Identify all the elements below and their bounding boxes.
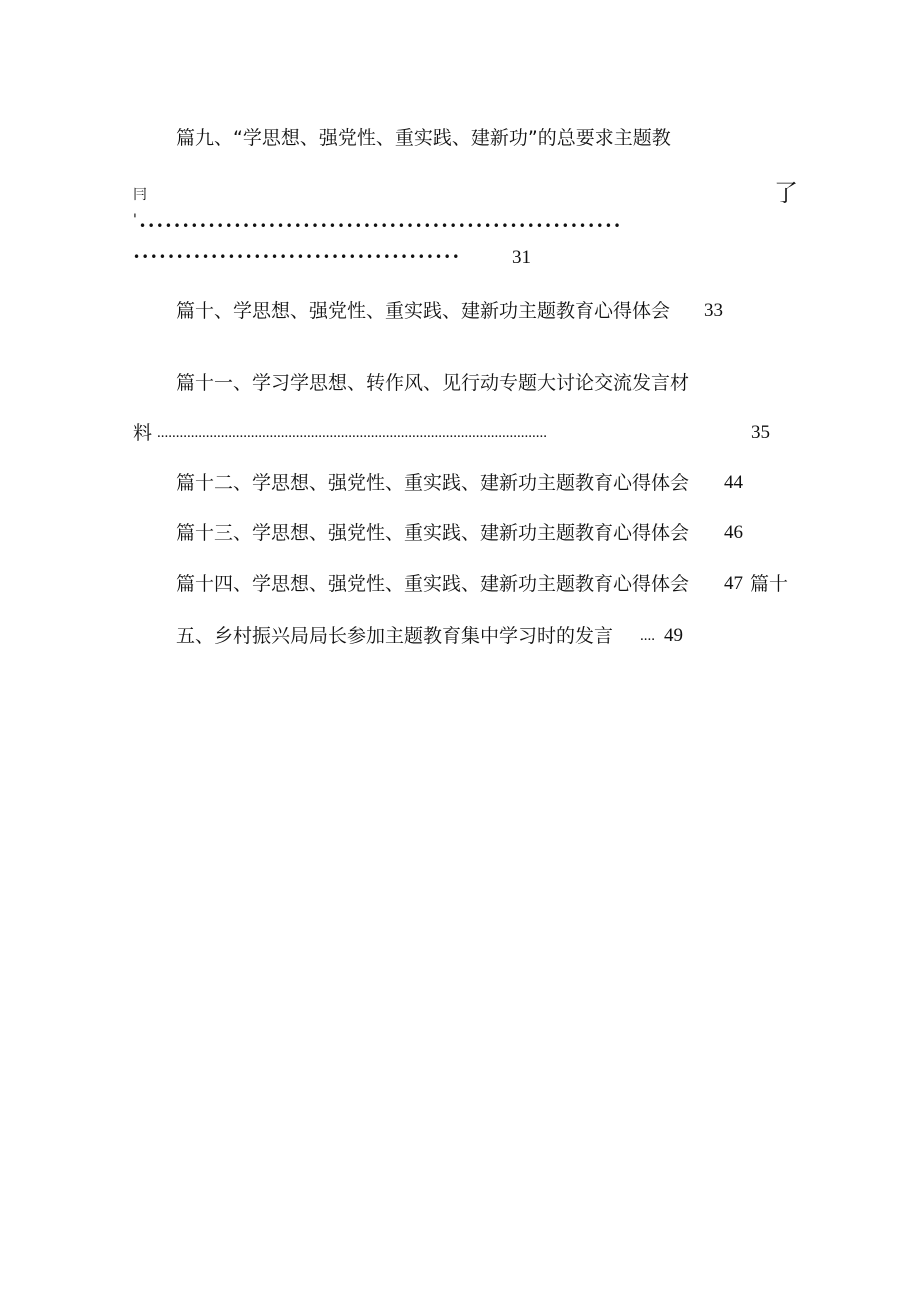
toc-entry-11-title: 篇十一、学习学思想、转作风、见行动专题大讨论交流发言材 [176,372,690,394]
toc-entry-13-page: 46 [724,522,743,543]
toc-entry-11-page: 35 [751,422,770,443]
toc-entry-14-title: 篇十四、学思想、强党性、重实践、建新功主题教育心得体会 [176,573,690,595]
toc-entry-12-page: 44 [724,472,743,493]
toc-entry-9-left-fragment: 冃 [133,187,147,203]
toc-entry-11-continuation: 料 [133,422,153,444]
toc-entry-10-page: 33 [704,300,723,321]
toc-entry-12-title: 篇十二、学思想、强党性、重实践、建新功主题教育心得体会 [176,472,690,494]
toc-entry-15-title-start: 篇十 [750,573,789,595]
toc-entry-9-leader-dots-2: •••••••••••••••••••••••••••••••••••••• [133,250,461,264]
toc-entry-9-right-fragment: 了 [774,179,798,207]
toc-entry-9-mark: ' [133,212,137,228]
toc-entry-15-leader-dots: .... [640,628,655,644]
toc-entry-15-continuation: 五、乡村振兴局局长参加主题教育集中学习时的发言 [176,625,614,647]
toc-entry-15-page: 49 [664,625,683,646]
toc-entry-13-title: 篇十三、学思想、强党性、重实践、建新功主题教育心得体会 [176,522,690,544]
toc-entry-11-leader-dots: ........................................................................................................ [157,425,547,441]
toc-entry-14-page: 47 [724,573,743,594]
toc-entry-9-title: 篇九、“学思想、强党性、重实践、建新功”的总要求主题教 [176,127,671,149]
toc-entry-10-title: 篇十、学思想、强党性、重实践、建新功主题教育心得体会 [176,300,671,322]
toc-entry-9-leader-dots-1: •••••••••••••••••••••••••••••••••••••••••••••••••••••••• [139,219,623,233]
toc-entry-9-page: 31 [512,247,531,268]
